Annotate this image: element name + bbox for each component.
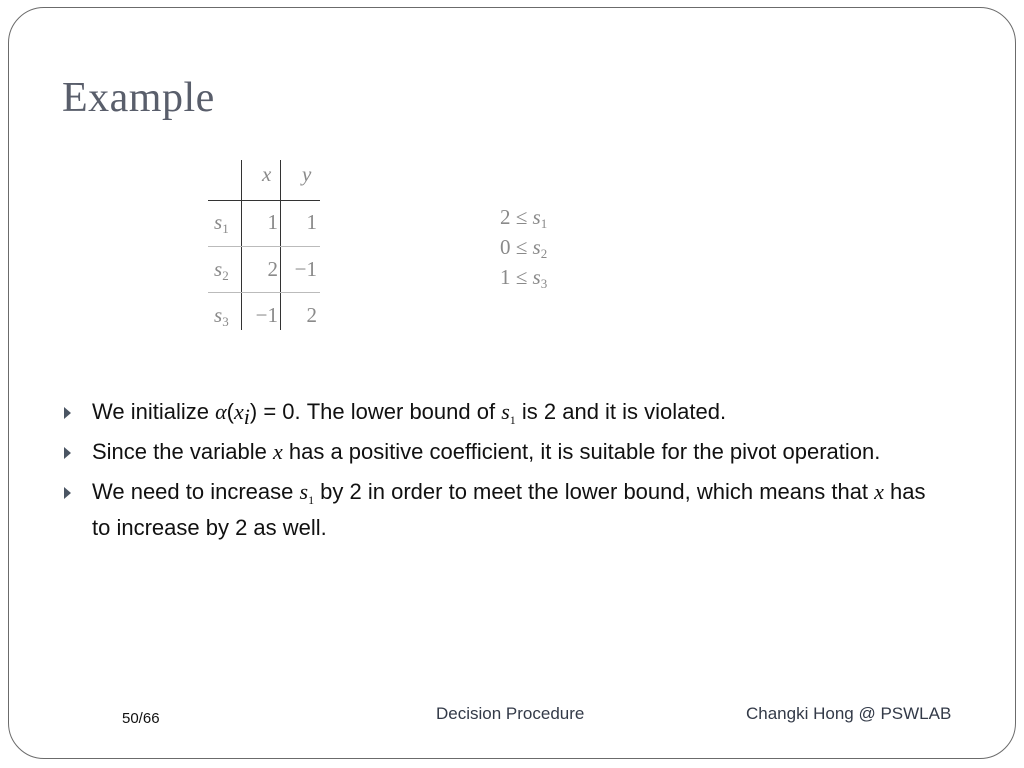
tableau-col-header-x: x — [262, 162, 272, 186]
bound-line: $2 \le s_1$ — [500, 205, 548, 231]
bound-line: $1 \le s_3$ — [500, 265, 548, 291]
bounds-list — [500, 202, 620, 292]
tableau-cell: −1 — [255, 303, 278, 327]
footer-course-title: Decision Procedure — [436, 704, 585, 723]
tableau-row-divider — [241, 160, 242, 330]
bullet-list — [62, 394, 942, 550]
tableau-header-rule — [208, 200, 320, 201]
bullet-item: We need to increase $s_1$ by 2 in order to meet the lower bound, which means that x has to increase by 2 as well. — [62, 474, 942, 546]
bullet-arrow-icon — [64, 487, 71, 499]
tableau — [208, 160, 323, 330]
tableau-row-label: $s_2$ — [214, 257, 229, 283]
tableau-cell: 1 — [306, 210, 317, 234]
tableau-cell: 1 — [267, 210, 278, 234]
slide-title: Example — [62, 75, 215, 121]
tableau-cell: −1 — [294, 257, 317, 281]
tableau-row-rule — [208, 292, 320, 293]
tableau-col-header-y: y — [302, 162, 312, 186]
tableau-cell: 2 — [306, 303, 317, 327]
bound-line: $0 \le s_2$ — [500, 235, 548, 261]
bullet-arrow-icon — [64, 447, 71, 459]
tableau-row-label: $s_3$ — [214, 303, 229, 329]
tableau-col-divider — [280, 160, 281, 330]
bullet-arrow-icon — [64, 407, 71, 419]
footer-author: Changki Hong @ PSWLAB — [746, 704, 952, 723]
bullet-item: We initialize $\alpha(x_i) = 0$. The lower bound of $s_1$ is 2 and it is violated. — [62, 394, 942, 430]
bullet-item: Since the variable x has a positive coefficient, it is suitable for the pivot operation. — [62, 434, 942, 470]
tableau-row-label: $s_1$ — [214, 210, 229, 236]
tableau-row-rule — [208, 246, 320, 247]
page-number: 50/66 — [122, 710, 160, 727]
tableau-cell: 2 — [267, 257, 278, 281]
